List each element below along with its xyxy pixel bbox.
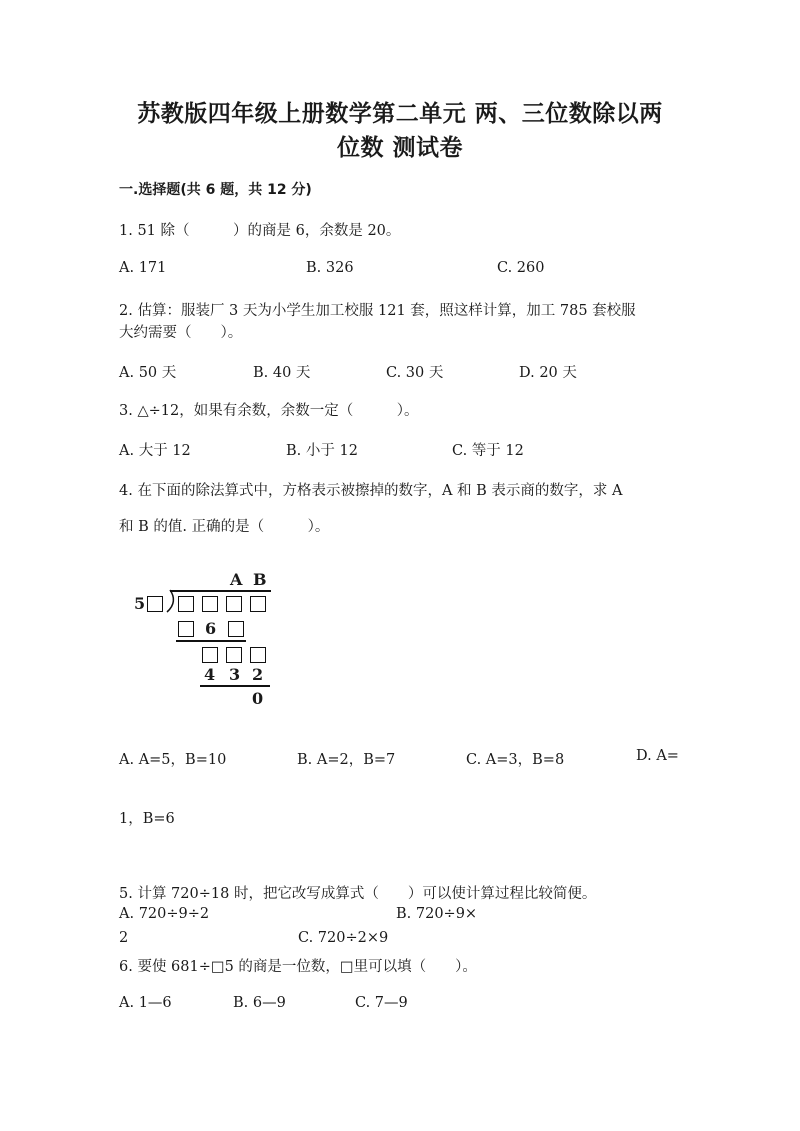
divisor-blank-box	[147, 596, 163, 612]
division-line-3	[200, 685, 270, 687]
q4-option-b: B. A=2，B=7	[297, 752, 396, 768]
divisor-digit: 5	[134, 594, 146, 613]
q4-stem-line-1: 4. 在下面的除法算式中，方格表示被擦掉的数字，A 和 B 表示商的数字，求 A	[119, 483, 623, 499]
q2-stem-line-1: 2. 估算：服装厂 3 天为小学生加工校服 121 套，照这样计算，加工 785 套校服	[119, 303, 636, 319]
q6-stem: 6. 要使 681÷□5 的商是一位数，□里可以填（ ）。	[119, 959, 477, 975]
q6-option-a: A. 1—6	[119, 995, 172, 1011]
division-top-bar	[170, 590, 271, 592]
dividend-box-1	[178, 596, 194, 612]
product-row-digit-1: 4	[204, 665, 216, 684]
page-title-line-1: 苏教版四年级上册数学第二单元 两、三位数除以两	[137, 101, 663, 127]
q5-option-b-continued: 2	[119, 930, 129, 946]
q4-option-d: D. A=	[636, 748, 679, 764]
q1-option-a: A. 171	[119, 260, 167, 276]
q5-option-c: C. 720÷2×9	[298, 930, 389, 946]
dividend-box-3	[226, 596, 242, 612]
section-heading: 一.选择题(共 6 题，共 12 分)	[119, 182, 312, 198]
remainder-box-1	[202, 647, 218, 663]
q2-option-c: C. 30 天	[386, 365, 444, 381]
q2-option-d: D. 20 天	[519, 365, 577, 381]
q1-stem: 1. 51 除（ ）的商是 6，余数是 20。	[119, 223, 401, 239]
product-digit-6: 6	[205, 619, 217, 638]
q4-stem-line-2: 和 B 的值. 正确的是（ ）。	[119, 519, 330, 535]
q3-option-a: A. 大于 12	[119, 443, 191, 459]
dividend-box-4	[250, 596, 266, 612]
q3-stem: 3. △÷12，如果有余数，余数一定（ ）。	[119, 403, 419, 419]
q5-option-a: A. 720÷9÷2	[119, 906, 210, 922]
q5-stem: 5. 计算 720÷18 时，把它改写成算式（ ）可以使计算过程比较简便。	[119, 886, 597, 902]
remainder-box-3	[250, 647, 266, 663]
product-box-1	[178, 621, 194, 637]
q4-option-c: C. A=3，B=8	[466, 752, 565, 768]
product-row-digit-3: 2	[252, 665, 264, 684]
q2-option-a: A. 50 天	[119, 365, 177, 381]
q4-option-d-continued: 1，B=6	[119, 811, 175, 827]
q6-option-c: C. 7—9	[355, 995, 408, 1011]
q5-option-b: B. 720÷9×	[396, 906, 478, 922]
division-bracket	[164, 589, 176, 613]
quotient-digit-b: B	[253, 570, 267, 589]
final-remainder: 0	[252, 689, 264, 708]
q2-option-b: B. 40 天	[253, 365, 311, 381]
page-title-line-2: 位数 测试卷	[336, 135, 463, 161]
q6-option-b: B. 6—9	[233, 995, 286, 1011]
dividend-box-2	[202, 596, 218, 612]
division-line-2	[176, 640, 246, 642]
quotient-digit-a: A	[230, 570, 243, 589]
q4-option-a: A. A=5，B=10	[119, 752, 227, 768]
q1-option-c: C. 260	[497, 260, 545, 276]
q1-option-b: B. 326	[306, 260, 354, 276]
product-box-3	[228, 621, 244, 637]
product-row-digit-2: 3	[229, 665, 241, 684]
q3-option-c: C. 等于 12	[452, 443, 524, 459]
remainder-box-2	[226, 647, 242, 663]
q2-stem-line-2: 大约需要（ ）。	[119, 325, 243, 341]
q3-option-b: B. 小于 12	[286, 443, 358, 459]
